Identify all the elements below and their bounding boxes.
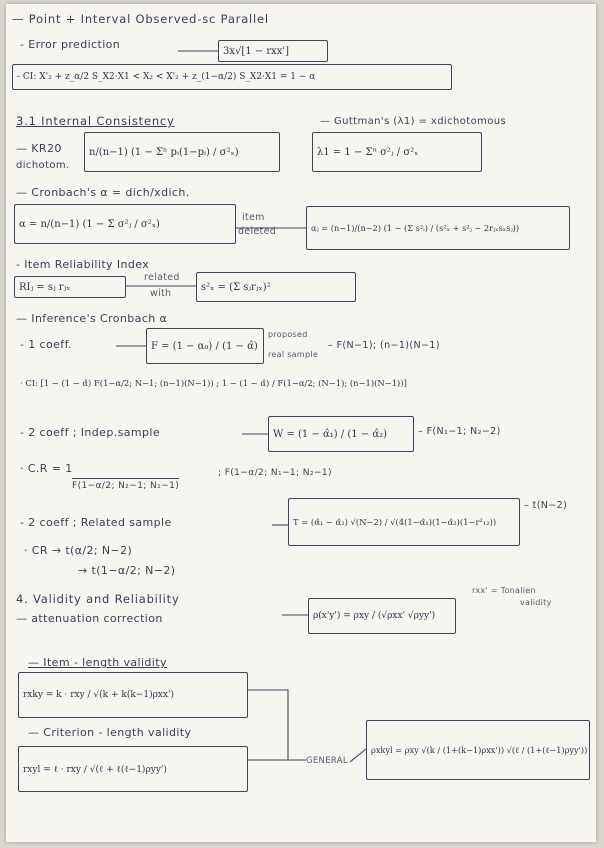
two-indep-label: - 2 coeff ; Indep.sample <box>20 426 160 439</box>
cronbach-heading: — Cronbach's α = dich/xdich. <box>16 186 190 199</box>
t-stat-box <box>288 498 520 546</box>
guttman-formula: λ1 = 1 − Σⁿ σ²ⱼ / σ²ₓ <box>317 146 419 158</box>
kr20-formula: n/(n−1) (1 − Σⁿ pᵢ(1−pᵢ) / σ²ₓ) <box>89 146 239 158</box>
cronbach-formula: α = n/(n−1) (1 − Σ σ²ⱼ / σ²ₓ) <box>19 218 160 230</box>
item-length-heading: — Item - length validity <box>28 656 167 669</box>
related-label-2: with <box>150 288 172 299</box>
item-reliability-heading: - Item Reliability Index <box>16 258 150 271</box>
real-sample-note: real sample <box>268 350 319 359</box>
item-deleted-label-1: item <box>242 212 265 223</box>
internal-consistency-heading: 3.1 Internal Consistency <box>16 114 175 128</box>
ci-formula: - CI: X'₂ + z_α/2 S_X2·X1 < X₂ < X'₂ + z_(1−α/2) S_X2·X1 = 1 − α <box>17 72 316 82</box>
t-df: – t(N−2) <box>524 500 568 511</box>
criterion-length-box <box>18 746 248 792</box>
guttman-box <box>312 132 482 172</box>
iri-box <box>14 276 126 298</box>
kr20-label: — KR20 <box>16 142 62 155</box>
cr3: → t(1−α/2; N−2) <box>78 564 176 577</box>
kr20-box <box>84 132 280 172</box>
attenuation-label: — attenuation correction <box>16 612 163 625</box>
iri-formula: RIⱼ = sⱼ rⱼₓ <box>19 281 71 293</box>
iri-sum-box <box>196 272 356 302</box>
f-df: – F(N−1); (n−1)(N−1) <box>328 340 440 351</box>
w-df: – F(N₁−1; N₂−2) <box>418 426 501 437</box>
criterion-length-heading: — Criterion - length validity <box>28 726 192 739</box>
guttman-heading: — Guttman's (λ1) = xdichotomous <box>320 116 507 127</box>
f-stat-formula: F = (1 − α₀) / (1 − α̂) <box>151 340 258 352</box>
ci-box <box>12 64 452 90</box>
one-coeff-label: - 1 coeff. <box>20 338 72 351</box>
general-formula: ρxkyl = ρxy √(k / (1+(k−1)ρxx')) √(ℓ / (1+(ℓ−1)ρyy')) <box>371 745 588 755</box>
error-prediction-formula: 3x√[1 − rxx'] <box>223 45 290 57</box>
alpha-deleted-formula: αⱼ = (n−1)/(n−2) (1 − (Σ s²ᵢ) / (s²ₓ + s²ⱼ − 2rⱼₓsₓsⱼ)) <box>311 223 520 233</box>
attenuation-box <box>308 598 456 634</box>
cr1-denominator: F(1−α/2; N₂−1; N₁−1) <box>72 478 179 491</box>
dichotom-label: dichotom. <box>16 160 70 171</box>
proposed-note: proposed <box>268 330 308 339</box>
notes-page <box>6 4 596 842</box>
alpha-deleted-box <box>306 206 570 250</box>
related-label-1: related <box>144 272 180 283</box>
cr2: · CR → t(α/2; N−2) <box>24 544 133 557</box>
cr1-numerator: · C.R = 1 <box>20 462 73 475</box>
attenuation-note-1: rxx' = Tonalien <box>472 586 536 595</box>
general-box <box>366 720 590 780</box>
criterion-length-formula: rxyl = ℓ · rxy / √(ℓ + ℓ(ℓ−1)ρyy') <box>23 764 167 775</box>
w-stat-box <box>268 416 414 452</box>
w-stat-formula: W = (1 − α̂₁) / (1 − α̂₂) <box>273 428 388 440</box>
attenuation-note-2: validity <box>520 598 552 607</box>
f-stat-box <box>146 328 264 364</box>
inference-heading: — Inference's Cronbach α <box>16 312 168 325</box>
general-label: GENERAL <box>306 756 348 766</box>
t-stat-formula: T = (α̂₁ − α̂₂) √(N−2) / √(4(1−α̂₁)(1−α̂₂)(1−r²₁₂)) <box>293 517 497 527</box>
item-length-box <box>18 672 248 718</box>
ci-alpha: · CI: [1 − (1 − α̂) F(1−α/2; N−1; (n−1)(N−1)) ; 1 − (1 − α̂) / F(1−α/2; (N−1); (n−1)(N−1))] <box>20 378 407 388</box>
iri-sum-formula: s²ₓ = (Σ sⱼrⱼₓ)² <box>201 281 271 293</box>
attenuation-formula: ρ(x'y') = ρxy / (√ρxx' √ρyy') <box>313 611 436 621</box>
validity-heading: 4. Validity and Reliability <box>16 592 180 606</box>
item-length-formula: rxky = k · rxy / √(k + k(k−1)ρxx') <box>23 690 175 700</box>
item-deleted-label-2: deleted <box>238 226 277 237</box>
cronbach-box <box>14 204 236 244</box>
cr1-right: ; F(1−α/2; N₁−1; N₂−1) <box>218 468 332 478</box>
point-interval-heading: — Point + Interval Observed-sc Parallel <box>12 12 269 26</box>
error-prediction-label: - Error prediction <box>20 38 121 51</box>
error-prediction-box <box>218 40 328 62</box>
two-related-label: - 2 coeff ; Related sample <box>20 516 172 529</box>
